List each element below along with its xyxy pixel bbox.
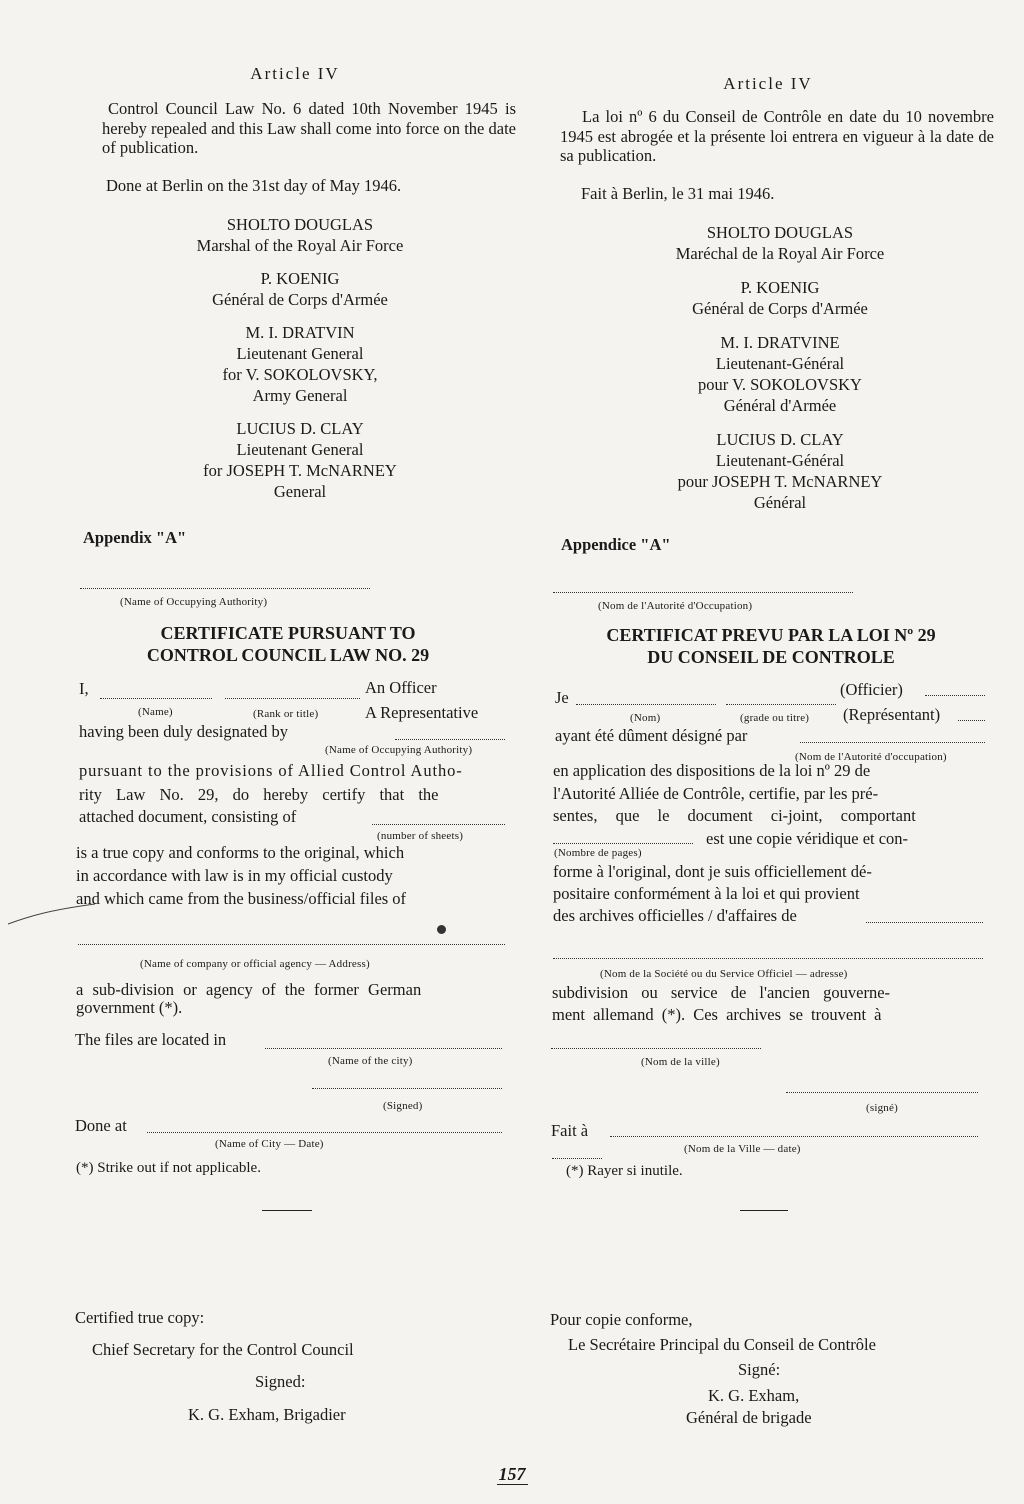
a-representative-label: A Representative: [365, 703, 479, 722]
officier-line: [925, 695, 985, 696]
signatory-title: for JOSEPH T. McNARNEY: [203, 461, 397, 480]
files-located-text: The files are located in: [75, 1030, 227, 1049]
signatory-2: [580, 277, 980, 319]
occupying-authority-caption: (Nom de l'Autorité d'Occupation): [598, 600, 753, 612]
pages-caption: (Nombre de pages): [554, 847, 642, 859]
signatory-title: General: [273, 482, 327, 501]
sheets-line: [372, 824, 505, 825]
je-label: Je: [555, 688, 569, 707]
signatory-title: Maréchal de la Royal Air Force: [675, 244, 885, 263]
officier-label: (Officier): [840, 680, 903, 699]
article-title: Article IV: [250, 64, 340, 83]
appendix-label: Appendice "A": [561, 535, 671, 554]
footnote-line: [552, 1158, 602, 1159]
chief-secretary: Chief Secretary for the Control Council: [92, 1340, 354, 1359]
true-copy-line-2: in accordance with law is in my official custody: [76, 866, 393, 885]
signatories-block: [580, 222, 980, 513]
rank-caption: (Rank or title): [253, 708, 319, 720]
signatory-name: SHOLTO DOUGLAS: [706, 223, 854, 242]
signatory-name: M. I. DRATVIN: [245, 323, 355, 342]
rank-line: [225, 698, 360, 699]
occupying-authority-line: [553, 592, 853, 593]
signatory-2: [100, 268, 500, 310]
designe-text: ayant été dûment désigné par: [555, 726, 748, 745]
signatory-name: P. KOENIG: [260, 269, 340, 288]
true-copy-line-3: and which came from the business/official files of: [76, 889, 407, 908]
signatory-1: [580, 222, 980, 264]
city-date-caption: (Name of City — Date): [215, 1138, 324, 1150]
signatory-title: Marshal of the Royal Air Force: [196, 236, 404, 255]
nom-line: [576, 704, 716, 705]
signatory-title: Lieutenant-Général: [715, 354, 845, 373]
signed-caption: (Signed): [383, 1100, 423, 1112]
signatory-3: [100, 322, 500, 406]
signatory-title: Lieutenant General: [236, 344, 364, 363]
conforme-line-2: positaire conformément à la loi et qui provient: [553, 884, 860, 903]
secretaire-principal: Le Secrétaire Principal du Conseil de Contrôle: [568, 1335, 876, 1354]
signatory-4: [100, 418, 500, 502]
city-date-line: [147, 1132, 502, 1133]
company-caption: (Name of company or official agency — Address): [140, 958, 370, 970]
signatory-title: Général de Corps d'Armée: [692, 299, 868, 318]
designating-authority-line: [800, 742, 985, 743]
signatory-name: LUCIUS D. CLAY: [236, 419, 364, 438]
exham-signature: K. G. Exham,: [708, 1386, 800, 1405]
signatories-block: [100, 214, 500, 502]
article-body: La loi nº 6 du Conseil de Contrôle en date du 10 novembre 1945 est abrogée et la présente loi entrera en vigueur à la date de sa publication.: [560, 107, 994, 165]
signe-caption: (signé): [866, 1102, 898, 1114]
nom-caption: (Nom): [630, 712, 661, 724]
general-de-brigade: Général de brigade: [686, 1408, 812, 1427]
subdivision-line-1: a sub-division or agency of the former German: [76, 980, 422, 999]
conforme-line-3: des archives officielles / d'affaires de: [553, 906, 797, 925]
signatory-title: pour JOSEPH T. McNARNEY: [677, 472, 883, 491]
footnote: (*) Strike out if not applicable.: [76, 1160, 261, 1176]
ville-line: [551, 1048, 761, 1049]
subdivision-line-2: ment allemand (*). Ces archives se trouvent à: [552, 1005, 882, 1024]
name-caption: (Name): [138, 706, 173, 718]
signatory-title: Lieutenant General: [236, 440, 364, 459]
pursuant-line-1: pursuant to the provisions of Allied Control Autho-: [79, 761, 463, 780]
grade-line: [726, 704, 836, 705]
application-line-3: sentes, que le document ci-joint, comportant: [553, 806, 916, 825]
subdivision-line-1: subdivision ou service de l'ancien gouverne-: [552, 983, 891, 1002]
designated-text: having been duly designated by: [79, 722, 288, 741]
separator-rule: [740, 1210, 788, 1211]
occupying-authority-caption: (Name of Occupying Authority): [120, 596, 268, 608]
representant-label: (Représentant): [843, 705, 941, 724]
signe-label: Signé:: [738, 1360, 781, 1379]
designating-authority-line: [395, 739, 505, 740]
signatory-title: for V. SOKOLOVSKY,: [222, 365, 378, 384]
signatory-name: LUCIUS D. CLAY: [716, 430, 844, 449]
city-line: [265, 1048, 502, 1049]
signatory-title: Général de Corps d'Armée: [212, 290, 388, 309]
certificate-title: CERTIFICATE PURSUANT TO CONTROL COUNCIL LAW NO. 29: [146, 623, 430, 665]
appendix-label: Appendix "A": [83, 528, 187, 547]
pursuant-line-2: rity Law No. 29, do hereby certify that the: [79, 785, 439, 804]
city-caption: (Name of the city): [328, 1055, 413, 1067]
stray-pen-mark: [0, 890, 100, 930]
copie-text: est une copie véridique et con-: [706, 829, 909, 848]
signatory-name: P. KOENIG: [740, 278, 820, 297]
name-line: [100, 698, 212, 699]
done-line: Fait à Berlin, le 31 mai 1946.: [581, 184, 775, 203]
conforme-line-1: forme à l'original, dont je suis officiellement dé-: [553, 862, 872, 881]
done-line: Done at Berlin on the 31st day of May 1946.: [106, 176, 402, 195]
signature-line: [786, 1092, 978, 1093]
article-title: Article IV: [723, 74, 813, 93]
ink-spot: [437, 925, 446, 934]
signatory-name: M. I. DRATVINE: [720, 333, 840, 352]
article-body: Control Council Law No. 6 dated 10th November 1945 is hereby repealed and this Law shall come into force on the date of publication.: [102, 99, 516, 157]
ville-date-caption: (Nom de la Ville — date): [684, 1143, 801, 1155]
separator-rule: [262, 1210, 312, 1211]
an-officer-label: An Officer: [365, 678, 437, 697]
signature-line: [312, 1088, 502, 1089]
certificate-title: CERTIFICAT PREVU PAR LA LOI Nº 29 DU CONSEIL DE CONTROLE: [606, 625, 936, 667]
fait-a-label: Fait à: [551, 1121, 589, 1140]
grade-caption: (grade ou titre): [740, 712, 810, 724]
done-at-label: Done at: [75, 1116, 127, 1135]
signatory-title: Général: [753, 493, 807, 512]
subdivision-line-2: government (*).: [76, 998, 183, 1017]
i-label: I,: [79, 679, 89, 698]
true-copy-line-1: is a true copy and conforms to the original, which: [76, 843, 405, 862]
signatory-title: Lieutenant-Général: [715, 451, 845, 470]
application-line-2: l'Autorité Alliée de Contrôle, certifie, par les pré-: [553, 784, 879, 803]
certified-true-copy: Certified true copy:: [75, 1308, 205, 1327]
ville-caption: (Nom de la ville): [641, 1056, 720, 1068]
signed-label: Signed:: [255, 1372, 306, 1391]
signatory-name: SHOLTO DOUGLAS: [226, 215, 374, 234]
signatory-title: Général d'Armée: [723, 396, 837, 415]
pages-line: [553, 843, 693, 844]
signatory-title: pour V. SOKOLOVSKY: [698, 375, 862, 394]
signatory-3: [580, 332, 980, 416]
attached-text: attached document, consisting of: [79, 807, 297, 826]
signatory-4: [580, 429, 980, 513]
sheets-caption: (number of sheets): [377, 830, 464, 842]
ville-date-line: [610, 1136, 978, 1137]
societe-caption: (Nom de la Société ou du Service Officiel — adresse): [600, 968, 848, 980]
societe-line: [553, 958, 983, 959]
signatory-title: Army General: [252, 386, 348, 405]
footnote: (*) Rayer si inutile.: [566, 1163, 683, 1179]
page-number: 157: [498, 1464, 526, 1484]
company-line: [78, 944, 505, 945]
representant-line: [958, 720, 985, 721]
designating-authority-caption: (Name of Occupying Authority): [325, 744, 473, 756]
exham-signature: K. G. Exham, Brigadier: [188, 1405, 346, 1424]
application-line-1: en application des dispositions de la loi nº 29 de: [553, 761, 871, 780]
archives-line: [866, 922, 983, 923]
designating-authority-caption: (Nom de l'Autorité d'occupation): [795, 751, 947, 763]
pour-copie-conforme: Pour copie conforme,: [550, 1310, 693, 1329]
occupying-authority-line: [80, 588, 370, 589]
signatory-1: [100, 214, 500, 256]
